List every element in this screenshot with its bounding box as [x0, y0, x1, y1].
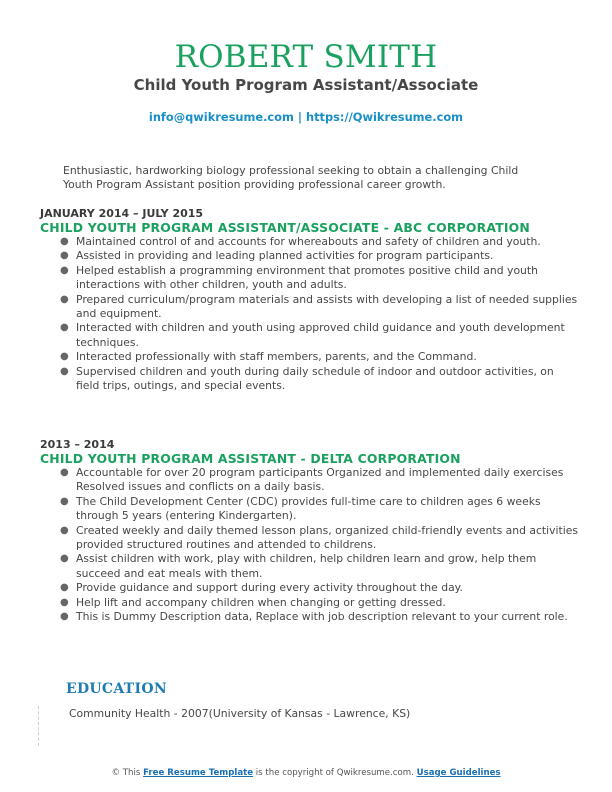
- list-item: [40, 235, 580, 249]
- bullet-icon: ●: [60, 582, 69, 594]
- bullet-text: The Child Development Center (CDC) provides full-time care to children ages 6 weeks through 5 years (entering Kindergarten).: [76, 494, 541, 523]
- bullet-icon: ●: [60, 596, 69, 608]
- resume-header: [0, 40, 612, 124]
- bullet-text: Assist children with work, play with children, help children learn and grow, help them succeed and eat meals with them.: [76, 552, 537, 580]
- candidate-title: Child Youth Program Assistant/Associate: [133, 76, 479, 94]
- list-item: [40, 249, 580, 263]
- summary-text: Enthusiastic, hardworking biology professional seeking to obtain a challenging Child Youth Program Assistant position providing professional career growth.: [63, 164, 519, 191]
- list-item: [40, 552, 580, 581]
- list-item: [40, 293, 580, 322]
- usage-guidelines-link[interactable]: Usage Guidelines: [416, 768, 501, 778]
- education-entry: Community Health - 2007(University of Kansas - Lawrence, KS): [69, 707, 411, 720]
- education-heading: EDUCATION: [66, 681, 167, 697]
- education-divider: [38, 706, 39, 746]
- bullet-text: Help lift and accompany children when changing or getting dressed.: [76, 595, 446, 609]
- list-item: [40, 581, 580, 595]
- bullet-text: Supervised children and youth during daily schedule of indoor and outdoor activities, on field trips, outings, and special events.: [76, 364, 554, 393]
- bullet-text: Created weekly and daily themed lesson plans, organized child-friendly events and activities provided structured routines and attended to childrens.: [76, 523, 579, 552]
- bullet-icon: ●: [60, 293, 69, 305]
- bullet-text: Helped establish a programming environment that promotes positive child and youth interactions with other children, youth and adults.: [76, 263, 538, 292]
- job-dates: 2013 – 2014: [40, 438, 115, 451]
- bullet-icon: ●: [60, 611, 69, 623]
- job-title: CHILD YOUTH PROGRAM ASSISTANT/ASSOCIATE - ABC CORPORATION: [40, 220, 530, 235]
- list-item: [40, 321, 580, 350]
- bullet-text: This is Dummy Description data, Replace with job description relevant to your current role.: [76, 610, 568, 624]
- bullet-text: Provide guidance and support during every activity throughout the day.: [76, 581, 463, 595]
- candidate-name: ROBERT SMITH: [174, 39, 438, 75]
- job-bullets: [40, 466, 580, 624]
- bullet-icon: ●: [60, 322, 69, 334]
- list-item: [40, 350, 580, 364]
- contact-line[interactable]: info@qwikresume.com | https://Qwikresume.com: [148, 110, 464, 124]
- list-item: [40, 524, 580, 553]
- list-item: [40, 264, 580, 293]
- bullet-text: Assisted in providing and leading planned activities for program participants.: [76, 249, 494, 263]
- footer: [0, 768, 612, 778]
- list-item: [40, 596, 580, 610]
- list-item: [40, 365, 580, 394]
- bullet-icon: ●: [60, 351, 69, 363]
- list-item: [40, 495, 580, 524]
- bullet-icon: ●: [60, 365, 69, 377]
- list-item: [40, 466, 580, 495]
- job-entry-2: [40, 438, 580, 624]
- bullet-icon: ●: [60, 524, 69, 536]
- footer-prefix: © This: [111, 768, 141, 778]
- bullet-text: Prepared curriculum/program materials and assists with developing a list of needed supplies and equipment.: [76, 292, 578, 321]
- bullet-text: Maintained control of and accounts for whereabouts and safety of children and youth.: [76, 235, 541, 248]
- job-entry-1: [40, 207, 580, 393]
- bullet-icon: ●: [60, 495, 69, 507]
- job-dates: JANUARY 2014 – JULY 2015: [40, 207, 204, 220]
- bullet-icon: ●: [60, 264, 69, 276]
- bullet-text: Accountable for over 20 program participants Organized and implemented daily exercises Resolved issues and conflicts on a daily basis.: [76, 466, 564, 494]
- bullet-icon: ●: [60, 236, 69, 247]
- bullet-icon: ●: [60, 553, 69, 565]
- list-item: [40, 610, 580, 624]
- job-title: CHILD YOUTH PROGRAM ASSISTANT - DELTA CORPORATION: [40, 451, 461, 466]
- bullet-text: Interacted with children and youth using approved child guidance and youth development techniques.: [76, 321, 565, 349]
- job-bullets: [40, 235, 580, 393]
- bullet-text: Interacted professionally with staff members, parents, and the Command.: [76, 350, 477, 364]
- footer-middle: is the copyright of Qwikresume.com.: [255, 768, 414, 778]
- free-resume-template-link[interactable]: Free Resume Template: [143, 768, 254, 778]
- bullet-icon: ●: [60, 467, 69, 478]
- bullet-icon: ●: [60, 250, 69, 262]
